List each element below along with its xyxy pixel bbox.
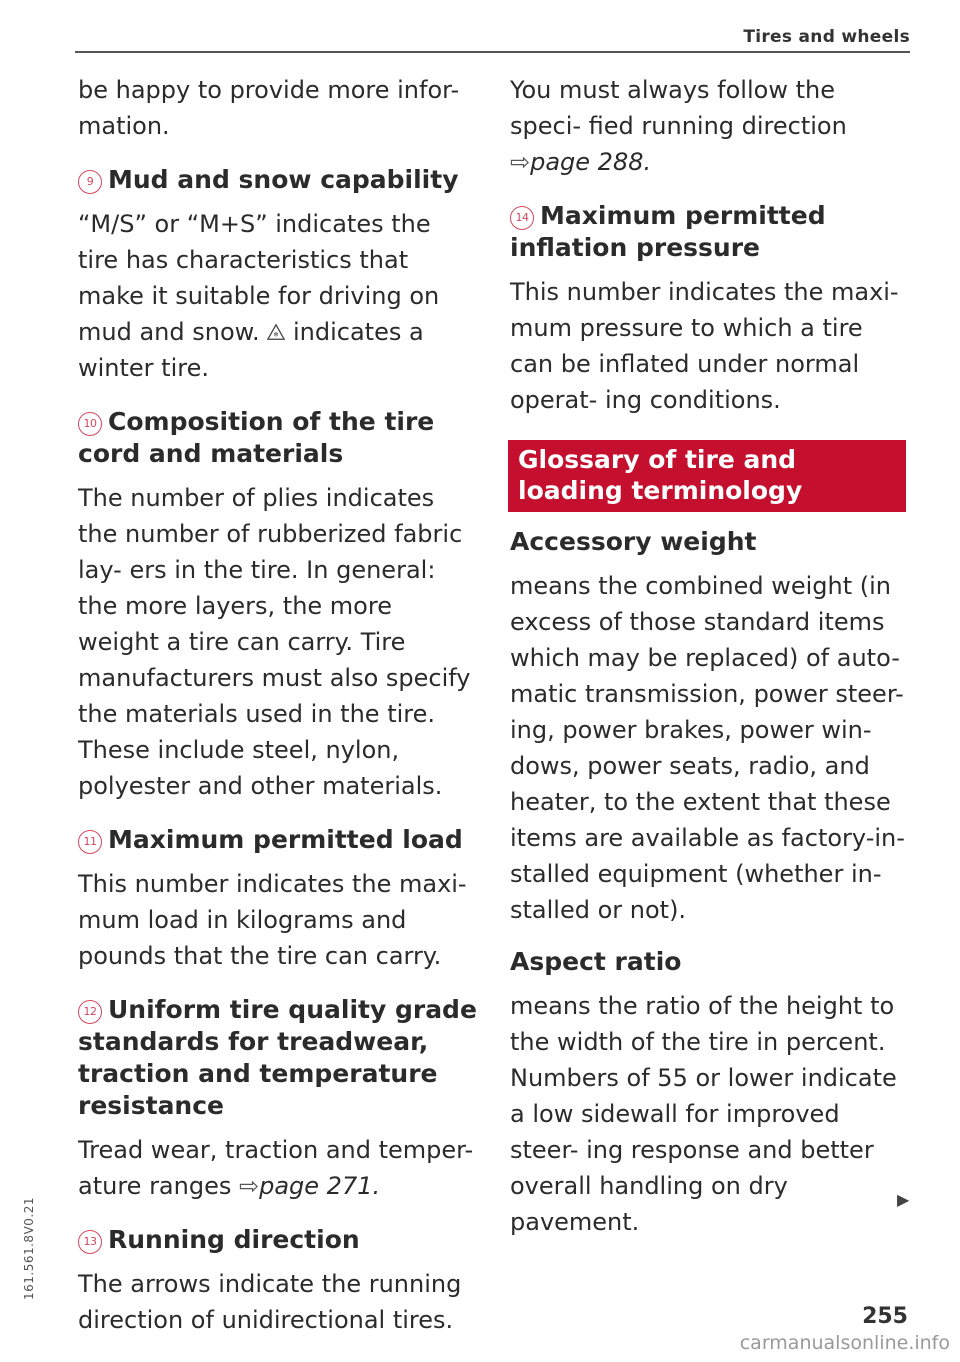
page-271-link[interactable]: ⇨page 271. (239, 1172, 381, 1200)
callout-9-icon: 9 (78, 170, 102, 194)
section-12-text: Tread wear, traction and temper- ature ranges ⇨page 271. (78, 1136, 474, 1200)
section-13-heading (78, 1224, 478, 1256)
section-11-title: Maximum permitted load (108, 825, 463, 854)
aspect-ratio-text: means the ratio of the height to the width of the tire in percent. Numbers of 55 or lower indicate a low sidewall for improved steer- ing response and better overall handling on dry pavement. (510, 992, 897, 1236)
section-14-text: This number indicates the maxi- mum pressure to which a tire can be inflated under normal operat- ing conditions. (510, 278, 899, 414)
watermark: carmanualsonline.info (739, 1332, 950, 1354)
section-12-title: Uniform tire quality grade standards for treadwear, traction and temperature resistance (78, 995, 477, 1120)
continue-arrow-icon: ▶ (897, 1190, 910, 1209)
section-10-text: The number of plies indicates the number of rubberized fabric lay- ers in the tire. In general: the more layers, the more weight a tire can carry. Tire manufacturers must also specify the materials used in the tire. These include steel, nylon, polyester and other materials. (78, 484, 471, 800)
side-code: 161.561.8V0.21 (22, 1197, 36, 1300)
accessory-weight-text: means the combined weight (in excess of those standard items which may be replaced) of auto- matic transmission, power steer- ing, power brakes, power win- dows, power seats, radio, and heater, to the extent that these items are available as factory-in- stalled equipment (whether in- stalled or not). (510, 572, 905, 924)
section-14-title: Maximum permitted inflation pressure (510, 201, 826, 262)
right-arrow-icon: ⇨ (239, 1172, 260, 1200)
section-10-heading (78, 406, 478, 470)
page-288-link[interactable]: ⇨page 288. (510, 148, 652, 176)
left-column (78, 72, 478, 1338)
accessory-weight-heading: Accessory weight (510, 527, 757, 556)
right-column (510, 72, 910, 1240)
right-intro: You must always follow the speci- fied running direction ⇨page 288. (510, 76, 847, 176)
header-rule (75, 51, 910, 53)
page-number: 255 (862, 1304, 908, 1329)
running-header: Tires and wheels (743, 27, 910, 47)
section-11-text: This number indicates the maxi- mum load in kilograms and pounds that the tire can carry. (78, 870, 467, 970)
winter-tire-icon (267, 323, 285, 341)
svg-text:✻: ✻ (273, 331, 279, 339)
section-12-heading (78, 994, 478, 1122)
callout-14-icon: 14 (510, 206, 534, 230)
section-9-text: “M/S” or “M+S” indicates the tire has characteristics that make it suitable for driving on mud and snow. ✻ indicates a winter tire. (78, 210, 440, 382)
callout-13-icon: 13 (78, 1230, 102, 1254)
section-10-title: Composition of the tire cord and materials (78, 407, 435, 468)
aspect-ratio-heading: Aspect ratio (510, 947, 682, 976)
section-13-text: The arrows indicate the running direction of unidirectional tires. (78, 1270, 462, 1334)
section-11-heading (78, 824, 478, 856)
callout-11-icon: 11 (78, 830, 102, 854)
section-14-heading (510, 200, 910, 264)
section-9-title: Mud and snow capability (108, 165, 459, 194)
right-arrow-icon: ⇨ (510, 148, 531, 176)
left-intro: be happy to provide more infor- mation. (78, 76, 460, 140)
glossary-banner: Glossary of tire and loading terminology (508, 440, 906, 512)
callout-12-icon: 12 (78, 1000, 102, 1024)
section-9-heading (78, 164, 478, 196)
callout-10-icon: 10 (78, 412, 102, 436)
section-13-title: Running direction (108, 1225, 360, 1254)
